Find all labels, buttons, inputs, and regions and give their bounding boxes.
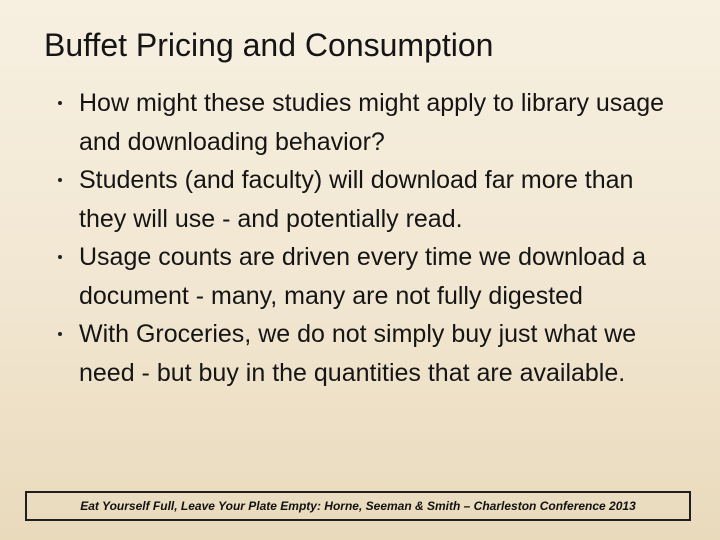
bullet-dot-icon bbox=[58, 178, 62, 182]
footer-citation: Eat Yourself Full, Leave Your Plate Empty: Horne, Seeman & Smith – Charleston Conference 2013 bbox=[25, 491, 691, 521]
bullet-text: How might these studies might apply to library usage and downloading behavior? bbox=[79, 89, 665, 156]
bullet-dot-icon bbox=[58, 255, 62, 259]
bullet-text: Students (and faculty) will download far more than they will use - and potentially read. bbox=[79, 166, 634, 233]
bullet-item bbox=[58, 238, 678, 315]
bullet-dot-icon bbox=[58, 101, 62, 105]
slide-title: Buffet Pricing and Consumption bbox=[44, 27, 494, 63]
bullet-item bbox=[58, 84, 678, 161]
bullet-dot-icon bbox=[58, 332, 62, 336]
bullet-item bbox=[58, 161, 678, 238]
bullet-text: With Groceries, we do not simply buy just what we need - but buy in the quantities that are available. bbox=[79, 320, 637, 387]
bullet-list bbox=[58, 84, 678, 392]
bullet-text: Usage counts are driven every time we download a document - many, many are not fully digested bbox=[79, 243, 646, 310]
bullet-item bbox=[58, 315, 678, 392]
